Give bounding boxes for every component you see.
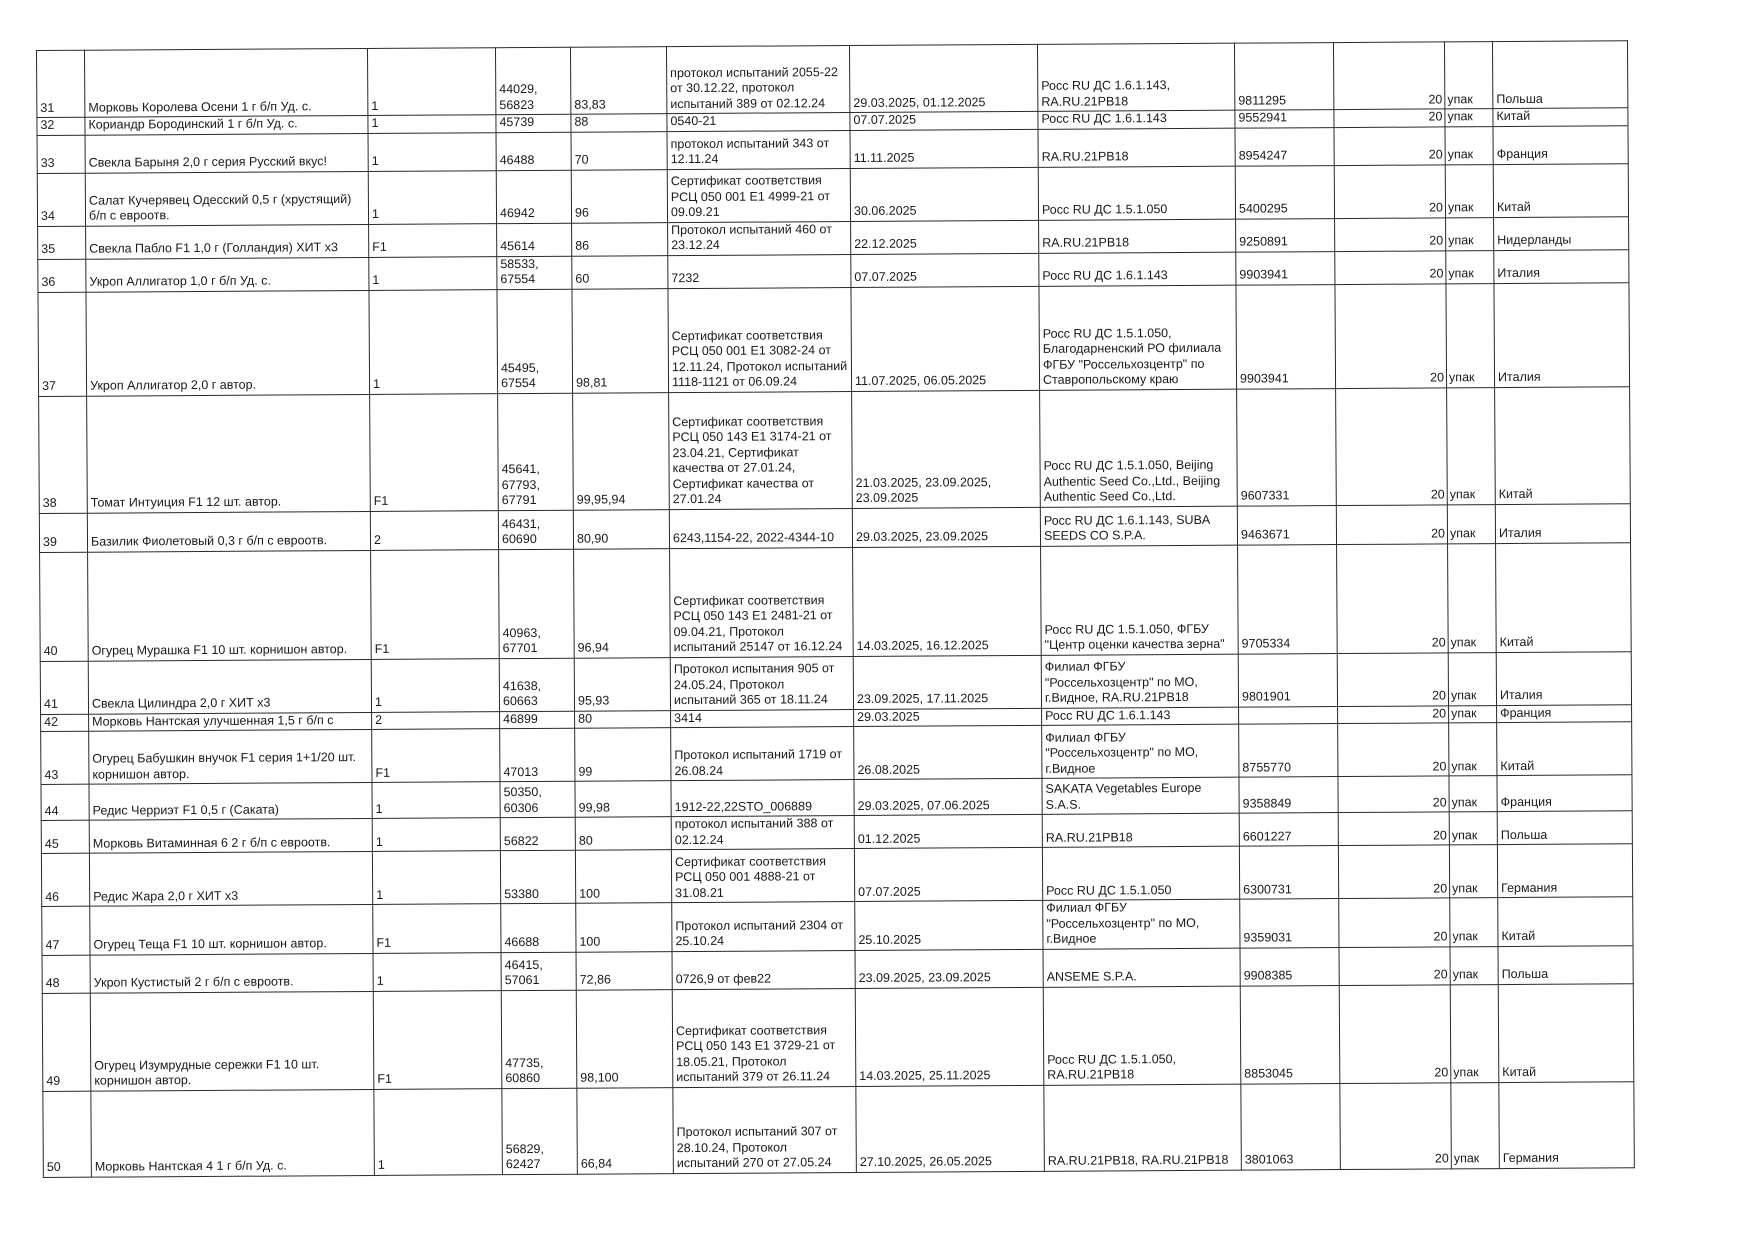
item-code-cell: 5400295 xyxy=(1235,165,1334,219)
quantity-cell: 20 xyxy=(1338,812,1449,846)
quantity-cell: 20 xyxy=(1340,1082,1452,1169)
product-name-cell: Редис Черриэт F1 0,5 г (Саката) xyxy=(89,782,372,820)
quantity-cell: 20 xyxy=(1335,283,1447,388)
generation-cell: 1 xyxy=(374,1088,503,1175)
validity-dates-cell: 14.03.2025, 25.11.2025 xyxy=(855,987,1044,1086)
item-code-cell: 9908385 xyxy=(1240,947,1339,986)
table-row xyxy=(42,983,1634,1091)
generation-cell: 1 xyxy=(373,952,501,991)
certifier-cell: Росс RU ДС 1.6.1.143 xyxy=(1042,707,1239,726)
product-name-cell: Томат Интуиция F1 12 шт. автор. xyxy=(87,394,371,513)
certifier-cell: SAKATA Vegetables Europe S.A.S. xyxy=(1042,777,1239,814)
validity-dates-cell: 07.07.2025 xyxy=(851,253,1039,287)
certifier-cell: Росс RU ДС 1.5.1.050 xyxy=(1042,846,1239,900)
validity-dates-cell: 23.09.2025, 23.09.2025 xyxy=(855,949,1043,988)
certifier-cell: Росс RU ДС 1.6.1.143 xyxy=(1038,110,1235,129)
unit-cell: упак xyxy=(1447,387,1496,504)
certifier-cell: Росс RU ДС 1.6.1.143, SUBA SEEDS CO S.P.A. xyxy=(1040,506,1237,546)
generation-cell: 1 xyxy=(372,851,500,905)
certifier-cell: Росс RU ДС 1.5.1.050, ФГБУ "Центр оценки качества зерна" xyxy=(1041,545,1239,655)
unit-cell: упак xyxy=(1448,652,1496,705)
row-number-cell: 32 xyxy=(37,117,85,135)
row-number-cell: 45 xyxy=(41,820,89,853)
product-name-cell: Укроп Аллигатор 2,0 г автор. xyxy=(86,290,370,396)
germination-cell: 83,83 xyxy=(570,47,666,115)
item-code-cell: 8853045 xyxy=(1240,985,1340,1084)
document-cell: протокол испытаний 388 от 02.12.24 xyxy=(671,816,854,850)
validity-dates-cell: 21.03.2025, 23.09.2025, 23.09.2025 xyxy=(852,390,1041,508)
lot-numbers-cell: 46899 xyxy=(500,711,575,729)
country-cell: Франция xyxy=(1497,704,1632,722)
country-cell: Польша xyxy=(1498,945,1633,984)
certifier-cell: Филиал ФГБУ "Россельхозцентр" по МО, г.Видное, RA.RU.21PB18 xyxy=(1041,654,1238,708)
generation-cell: 1 xyxy=(367,48,495,116)
certifier-cell: RA.RU.21PB18, RA.RU.21PB18 xyxy=(1044,1084,1242,1171)
country-cell: Италия xyxy=(1494,249,1629,283)
unit-cell: упак xyxy=(1450,984,1499,1082)
item-code-cell: 9358849 xyxy=(1239,777,1338,814)
validity-dates-cell: 23.09.2025, 17.11.2025 xyxy=(853,655,1041,709)
lot-numbers-cell: 47735, 60860 xyxy=(501,990,577,1088)
quantity-cell: 20 xyxy=(1333,42,1444,110)
certifier-cell: Росс RU ДС 1.5.1.050 xyxy=(1038,166,1235,220)
document-cell: Протокол испытаний 2304 от 25.10.24 xyxy=(672,902,855,952)
row-number-cell: 31 xyxy=(37,50,85,117)
germination-cell: 70 xyxy=(571,131,667,170)
row-number-cell: 49 xyxy=(42,993,91,1091)
generation-cell: F1 xyxy=(369,223,497,257)
document-cell: 0726,9 от фев22 xyxy=(672,950,855,989)
product-name-cell: Свекла Цилиндра 2,0 г ХИТ х3 xyxy=(88,659,371,714)
table-body xyxy=(37,41,1635,1177)
item-code-cell: 9705334 xyxy=(1238,544,1338,654)
quantity-cell: 20 xyxy=(1339,984,1451,1083)
document-cell: 0540-21 xyxy=(667,113,850,132)
generation-cell: 1 xyxy=(368,132,496,171)
germination-cell: 72,86 xyxy=(576,951,672,990)
quantity-cell: 20 xyxy=(1338,845,1449,899)
product-name-cell: Огурец Бабушкин внучок F1 серия 1+1/20 шт. корнишон автор. xyxy=(89,729,372,784)
unit-cell: упак xyxy=(1446,283,1495,387)
product-name-cell: Огурец Мурашка F1 10 шт. корнишон автор. xyxy=(88,550,372,661)
lot-numbers-cell: 41638, 60663 xyxy=(499,658,574,711)
lot-numbers-cell: 46415, 57061 xyxy=(501,952,576,990)
unit-cell: упак xyxy=(1445,126,1493,164)
validity-dates-cell: 30.06.2025 xyxy=(850,167,1038,221)
item-code-cell: 9903941 xyxy=(1236,251,1335,285)
quantity-cell: 20 xyxy=(1334,164,1445,218)
row-number-cell: 47 xyxy=(42,906,90,955)
generation-cell: 2 xyxy=(372,711,500,729)
country-cell: Германия xyxy=(1497,844,1632,898)
quantity-cell: 20 xyxy=(1334,109,1445,127)
country-cell: Нидерланды xyxy=(1494,216,1629,250)
lot-numbers-cell: 47013 xyxy=(500,728,575,781)
validity-dates-cell: 26.08.2025 xyxy=(854,725,1042,779)
document-cell: Сертификат соответствия РСЦ 050 143 Е1 3174-21 от 23.04.21, Сертификат качества от 27.01.24, Сертификат качества от 27.01.24 xyxy=(669,391,853,509)
item-code-cell: 8954247 xyxy=(1235,127,1334,166)
row-number-cell: 35 xyxy=(38,226,86,259)
country-cell: Китай xyxy=(1495,386,1631,504)
unit-cell: упак xyxy=(1446,250,1494,283)
unit-cell: упак xyxy=(1444,42,1492,109)
document-cell: Сертификат соответствия РСЦ 050 001 4888-21 от 31.08.21 xyxy=(671,849,854,903)
validity-dates-cell: 07.07.2025 xyxy=(850,111,1038,130)
germination-cell: 80 xyxy=(575,710,671,728)
product-name-cell: Свекла Барыня 2,0 г серия Русский вкус! xyxy=(85,133,368,173)
lot-numbers-cell: 56822 xyxy=(500,817,575,850)
certifier-cell: RA.RU.21PB18 xyxy=(1042,813,1239,847)
country-cell: Италия xyxy=(1495,503,1630,543)
generation-cell: 1 xyxy=(371,658,499,712)
validity-dates-cell: 29.03.2025, 07.06.2025 xyxy=(854,778,1042,815)
validity-dates-cell: 22.12.2025 xyxy=(851,220,1039,254)
item-code-cell: 6300731 xyxy=(1239,846,1338,900)
document-cell: Сертификат соответствия РСЦ 050 001 Е1 3082-24 от 12.11.24, Протокол испытаний 1118-1121 от 06.09.24 xyxy=(668,287,852,392)
lot-numbers-cell: 44029, 56823 xyxy=(495,47,570,114)
table-row xyxy=(43,1081,1634,1177)
lot-numbers-cell: 45641, 67793, 67791 xyxy=(498,393,574,510)
item-code-cell xyxy=(1239,706,1338,724)
product-name-cell: Морковь Нантская улучшенная 1,5 г б/п с xyxy=(89,712,372,731)
germination-cell: 60 xyxy=(572,255,668,289)
lot-numbers-cell: 56829, 62427 xyxy=(502,1088,578,1174)
germination-cell: 80 xyxy=(575,817,671,851)
certifier-cell: Росс RU ДС 1.6.1.143 xyxy=(1039,252,1236,286)
certifier-cell: Филиал ФГБУ "Россельхозцентр" по МО, г.Видное xyxy=(1043,899,1240,949)
germination-cell: 66,84 xyxy=(577,1087,674,1174)
product-name-cell: Укроп Аллигатор 1,0 г б/п Уд. с. xyxy=(86,257,369,292)
unit-cell: упак xyxy=(1449,845,1497,898)
unit-cell: упак xyxy=(1451,1082,1500,1168)
quantity-cell: 20 xyxy=(1335,250,1446,284)
table-row xyxy=(38,282,1630,396)
certifier-cell: Росс RU ДС 1.5.1.050, RA.RU.21PB18 xyxy=(1043,986,1241,1085)
validity-dates-cell: 07.07.2025 xyxy=(854,847,1042,901)
country-cell: Франция xyxy=(1497,775,1632,812)
product-name-cell: Свекла Пабло F1 1,0 г (Голландия) ХИТ х3 xyxy=(86,224,369,259)
generation-cell: F1 xyxy=(372,729,500,783)
country-cell: Китай xyxy=(1498,897,1633,946)
generation-cell: F1 xyxy=(373,990,502,1089)
quantity-cell: 20 xyxy=(1338,723,1449,777)
country-cell: Италия xyxy=(1496,651,1631,705)
item-code-cell: 9811295 xyxy=(1234,43,1333,111)
quantity-cell: 20 xyxy=(1336,504,1447,544)
row-number-cell: 34 xyxy=(37,173,85,226)
germination-cell: 88 xyxy=(571,114,667,132)
germination-cell: 96 xyxy=(571,169,667,223)
product-name-cell: Огурец Изумрудные сережки F1 10 шт. корнишон автор. xyxy=(90,991,374,1091)
row-number-cell: 43 xyxy=(41,731,89,784)
certifier-cell: ANSEME S.P.A. xyxy=(1043,948,1240,987)
validity-dates-cell: 14.03.2025, 16.12.2025 xyxy=(853,546,1042,656)
germination-cell: 96,94 xyxy=(574,548,671,658)
lot-numbers-cell: 50350, 60306 xyxy=(500,781,575,817)
generation-cell: F1 xyxy=(373,904,501,953)
table-row xyxy=(40,542,1632,661)
unit-cell: упак xyxy=(1449,723,1497,776)
product-name-cell: Морковь Витаминная 6 2 г б/п с евроотв. xyxy=(89,818,372,853)
validity-dates-cell: 29.03.2025 xyxy=(854,708,1042,727)
table-row xyxy=(37,41,1628,118)
country-cell: Китай xyxy=(1496,542,1632,652)
country-cell: Китай xyxy=(1497,722,1632,776)
unit-cell: упак xyxy=(1445,109,1493,127)
certifier-cell: Филиал ФГБУ "Россельхозцентр" по МО, г.Видное xyxy=(1042,724,1239,778)
table-row xyxy=(37,163,1628,226)
document-cell: Протокол испытаний 460 от 23.12.24 xyxy=(668,221,851,255)
lot-numbers-cell: 53380 xyxy=(500,850,575,903)
product-name-cell: Укроп Кустистый 2 г б/п с евроотв. xyxy=(90,953,373,993)
lot-numbers-cell: 46488 xyxy=(496,132,571,170)
row-number-cell: 33 xyxy=(37,135,85,173)
generation-cell: 1 xyxy=(369,256,497,290)
row-number-cell: 48 xyxy=(42,955,90,993)
germination-cell: 80,90 xyxy=(573,509,669,549)
table-row xyxy=(41,844,1632,907)
generation-cell: 1 xyxy=(369,289,498,394)
country-cell: Китай xyxy=(1493,163,1628,217)
lot-numbers-cell: 45495, 67554 xyxy=(497,289,573,393)
germination-cell: 100 xyxy=(575,850,671,904)
document-cell: Сертификат соответствия РСЦ 050 143 Е1 2481-21 от 09.04.21, Протокол испытаний 25147 от 16.12.24 xyxy=(670,547,854,657)
lot-numbers-cell: 46431, 60690 xyxy=(498,510,573,549)
quantity-cell: 20 xyxy=(1338,776,1449,813)
quantity-cell: 20 xyxy=(1335,217,1446,251)
product-name-cell: Морковь Королева Осени 1 г б/п Уд. с. xyxy=(85,48,368,117)
product-name-cell: Базилик Фиолетовый 0,3 г б/п с евроотв. xyxy=(87,511,370,552)
unit-cell: упак xyxy=(1448,543,1497,652)
quantity-cell: 20 xyxy=(1337,652,1448,706)
country-cell: Польша xyxy=(1497,811,1632,845)
lot-numbers-cell: 45614 xyxy=(497,223,572,256)
row-number-cell: 40 xyxy=(40,552,89,661)
country-cell: Польша xyxy=(1492,41,1627,109)
document-cell: 6243,1154-22, 2022-4344-10 xyxy=(669,508,852,548)
germination-cell: 98,100 xyxy=(576,989,673,1088)
country-cell: Италия xyxy=(1494,282,1630,387)
quantity-cell: 20 xyxy=(1334,126,1445,165)
row-number-cell: 38 xyxy=(39,396,88,513)
item-code-cell: 9250891 xyxy=(1236,218,1335,252)
generation-cell: F1 xyxy=(370,393,499,511)
certifier-cell: RA.RU.21PB18 xyxy=(1039,219,1236,253)
generation-cell: 1 xyxy=(368,170,496,224)
document-cell: 1912-22,22STO_006889 xyxy=(671,780,854,817)
item-code-cell: 6601227 xyxy=(1239,813,1338,847)
quantity-cell: 20 xyxy=(1337,543,1449,653)
lot-numbers-cell: 46688 xyxy=(501,903,576,952)
document-cell: Сертификат соответствия РСЦ 050 143 Е1 3729-21 от 18.05.21, Протокол испытаний 379 от 26.11.24 xyxy=(672,988,856,1087)
document-cell: протокол испытаний 343 от 12.11.24 xyxy=(667,130,850,169)
lot-numbers-cell: 40963, 67701 xyxy=(499,549,575,658)
item-code-cell: 9607331 xyxy=(1237,388,1337,506)
row-number-cell: 42 xyxy=(41,714,89,732)
item-code-cell: 9903941 xyxy=(1236,284,1336,389)
row-number-cell: 41 xyxy=(40,661,88,714)
validity-dates-cell: 27.10.2025, 26.05.2025 xyxy=(856,1085,1045,1172)
validity-dates-cell: 29.03.2025, 01.12.2025 xyxy=(849,44,1037,112)
item-code-cell: 9801901 xyxy=(1238,653,1337,707)
germination-cell: 99 xyxy=(575,728,671,782)
validity-dates-cell: 11.11.2025 xyxy=(850,129,1038,168)
product-name-cell: Салат Кучерявец Одесский 0,5 г (хрустящий) б/п с евроотв. xyxy=(85,171,368,226)
item-code-cell: 9463671 xyxy=(1237,505,1336,545)
lot-numbers-cell: 45739 xyxy=(496,114,571,132)
lot-numbers-cell: 46942 xyxy=(496,170,571,223)
validity-dates-cell: 29.03.2025, 23.09.2025 xyxy=(852,507,1040,547)
product-name-cell: Морковь Нантская 4 1 г б/п Уд. с. xyxy=(91,1089,375,1177)
country-cell: Франция xyxy=(1493,125,1628,164)
document-cell: Протокол испытаний 1719 от 26.08.24 xyxy=(671,727,854,781)
document-cell: Протокол испытаний 307 от 28.10.24, Протокол испытаний 270 от 27.05.24 xyxy=(673,1086,857,1173)
document-cell: Протокол испытания 905 от 24.05.24, Протокол испытаний 365 от 18.11.24 xyxy=(670,656,853,710)
certifier-cell: RA.RU.21PB18 xyxy=(1038,128,1235,167)
validity-dates-cell: 01.12.2025 xyxy=(854,814,1042,848)
validity-dates-cell: 25.10.2025 xyxy=(855,900,1043,950)
item-code-cell: 9552941 xyxy=(1235,110,1334,128)
generation-cell: F1 xyxy=(371,549,500,659)
lot-numbers-cell: 58533, 67554 xyxy=(497,256,572,289)
unit-cell: упак xyxy=(1449,705,1497,723)
country-cell: Китай xyxy=(1498,983,1634,1082)
generation-cell: 1 xyxy=(368,115,496,133)
country-cell: Германия xyxy=(1499,1081,1635,1168)
germination-cell: 98,81 xyxy=(572,288,669,393)
table-row xyxy=(40,651,1631,714)
row-number-cell: 39 xyxy=(39,513,87,552)
item-code-cell: 9359031 xyxy=(1240,899,1339,948)
item-code-cell: 3801063 xyxy=(1241,1083,1341,1170)
row-number-cell: 44 xyxy=(41,784,89,820)
quantity-cell: 20 xyxy=(1338,705,1449,723)
unit-cell: упак xyxy=(1445,164,1493,217)
germination-cell: 99,95,94 xyxy=(573,392,670,510)
seed-register-table xyxy=(36,40,1635,1177)
product-name-cell: Огурец Теща F1 10 шт. корнишон автор. xyxy=(90,904,373,954)
row-number-cell: 37 xyxy=(38,292,87,396)
quantity-cell: 20 xyxy=(1336,387,1448,505)
product-name-cell: Кориандр Бородинский 1 г б/п Уд. с. xyxy=(85,115,368,134)
document-cell: протокол испытаний 2055-22 от 30.12.22, протокол испытаний 389 от 02.12.24 xyxy=(666,46,849,114)
unit-cell: упак xyxy=(1449,812,1497,845)
item-code-cell: 8755770 xyxy=(1239,724,1338,778)
product-name-cell: Редис Жара 2,0 г ХИТ х3 xyxy=(89,851,372,906)
certifier-cell: Росс RU ДС 1.5.1.050, Благодарненский РО филиала ФГБУ "Россельхозцентр" по Ставропольскому краю xyxy=(1039,285,1237,390)
generation-cell: 1 xyxy=(372,818,500,852)
certifier-cell: Росс RU ДС 1.5.1.050, Beijing Authentic Seed Co.,Ltd., Beijing Authentic Seed Co.,Ltd. xyxy=(1040,389,1238,507)
generation-cell: 1 xyxy=(372,782,500,819)
document-cell: Сертификат соответствия РСЦ 050 001 Е1 4999-21 от 09.09.21 xyxy=(667,168,850,222)
certifier-cell: Росс RU ДС 1.6.1.143, RA.RU.21PB18 xyxy=(1037,43,1234,111)
row-number-cell: 46 xyxy=(41,853,89,906)
germination-cell: 86 xyxy=(572,222,668,256)
unit-cell: упак xyxy=(1447,504,1495,543)
unit-cell: упак xyxy=(1450,946,1498,984)
document-cell: 3414 xyxy=(671,709,854,728)
row-number-cell: 36 xyxy=(38,259,86,292)
quantity-cell: 20 xyxy=(1339,946,1450,985)
unit-cell: упак xyxy=(1449,776,1497,812)
unit-cell: упак xyxy=(1446,217,1494,250)
unit-cell: упак xyxy=(1450,898,1498,947)
table-row xyxy=(41,722,1632,785)
row-number-cell: 50 xyxy=(43,1091,92,1177)
document-cell: 7232 xyxy=(668,254,851,288)
quantity-cell: 20 xyxy=(1339,898,1450,947)
germination-cell: 95,93 xyxy=(574,657,670,711)
country-cell: Китай xyxy=(1493,108,1628,126)
germination-cell: 100 xyxy=(576,903,672,952)
generation-cell: 2 xyxy=(370,510,498,550)
table-row xyxy=(39,386,1631,513)
germination-cell: 99,98 xyxy=(575,781,671,818)
validity-dates-cell: 11.07.2025, 06.05.2025 xyxy=(851,286,1040,391)
